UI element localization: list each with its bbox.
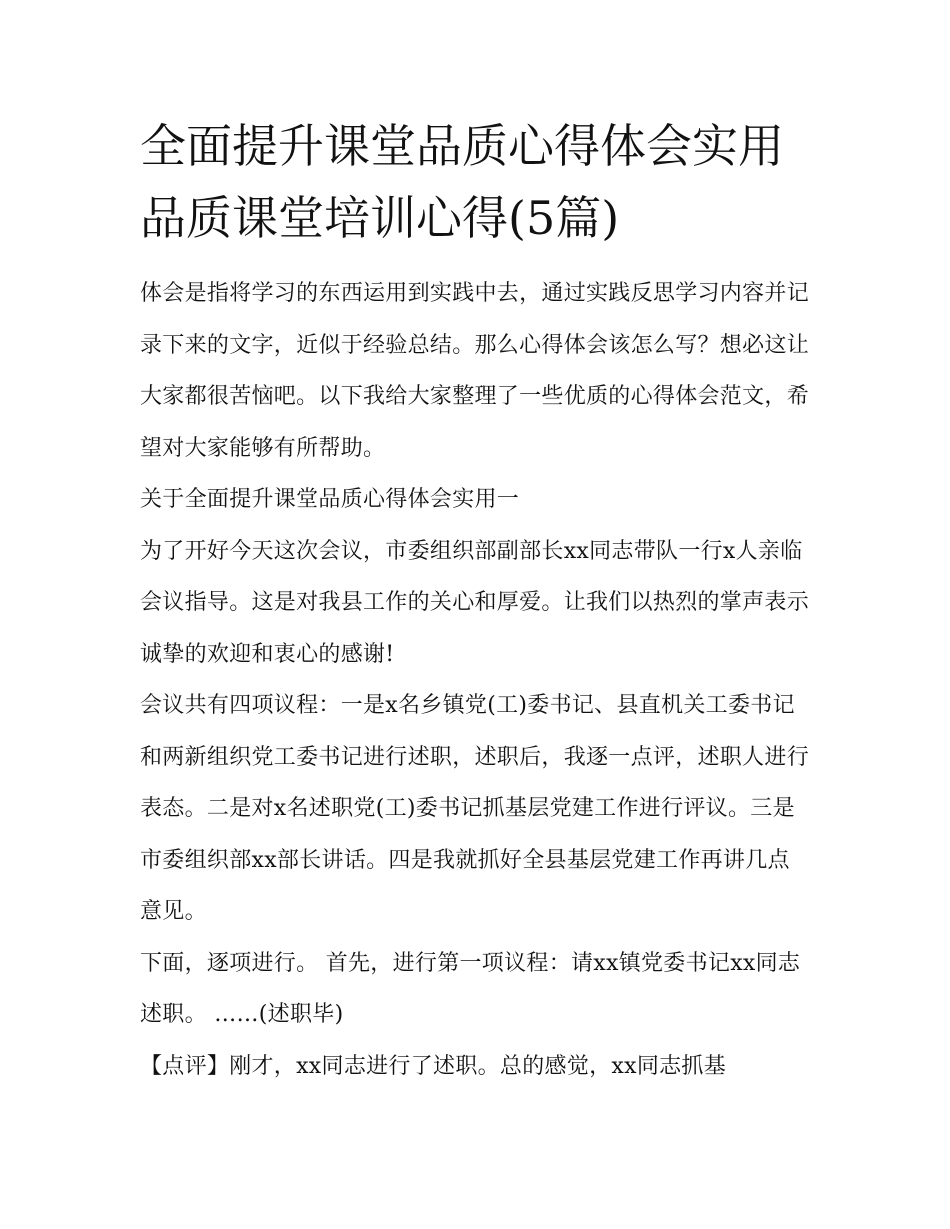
intro-paragraph: 体会是指将学习的东西运用到实践中去，通过实践反思学习内容并记录下来的文字，近似于经验总结。那么心得体会该怎么写？想必这让大家都很苦恼吧。以下我给大家整理了一些优质的心得体会范文，希望对大家能够有所帮助。: [140, 281, 810, 461]
section-heading: 关于全面提升课堂品质心得体会实用一: [140, 487, 520, 512]
body-paragraph: 会议共有四项议程：一是x名乡镇党(工)委书记、县直机关工委书记和两新组织党工委书记进行述职，述职后，我逐一点评，述职人进行表态。二是对x名述职党(工)委书记抓基层党建工作进行评议。三是市委组织部xx部长讲话。四是我就抓好全县基层党建工作再讲几点意见。: [140, 693, 810, 924]
document-body: [140, 268, 812, 1092]
document-title: 全面提升课堂品质心得体会实用 品质课堂培训心得(5篇): [140, 119, 784, 245]
body-paragraph: 【点评】刚才，xx同志进行了述职。总的感觉，xx同志抓基: [140, 1053, 727, 1079]
body-paragraph: 下面，逐项进行。 首先，进行第一项议程：请xx镇党委书记xx同志述职。 ……(述职毕): [140, 950, 801, 1027]
body-paragraph: 为了开好今天这次会议，市委组织部副部长xx同志带队一行x人亲临会议指导。这是对我县工作的关心和厚爱。让我们以热烈的掌声表示诚挚的欢迎和衷心的感谢!: [140, 538, 810, 667]
document-page: [140, 110, 812, 1092]
